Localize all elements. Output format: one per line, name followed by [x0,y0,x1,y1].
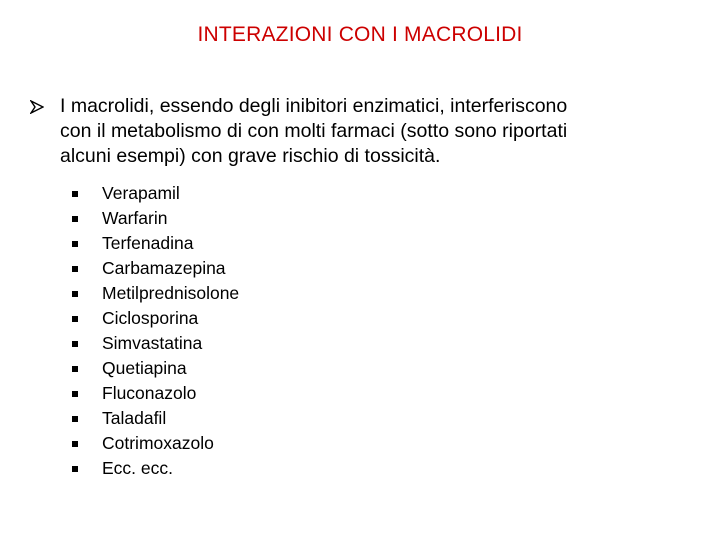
drug-name: Ciclosporina [102,308,199,328]
main-bullet-line: I macrolidi, essendo degli inibitori enzimatici, interferiscono [60,95,568,117]
drug-name: Fluconazolo [102,383,197,403]
drug-name: Verapamil [102,183,180,203]
drug-list-item [70,381,239,406]
drug-list-item [70,281,239,306]
drug-list-item [70,356,239,381]
drug-list-item [70,456,239,481]
drug-name: Cotrimoxazolo [102,433,214,453]
drug-name: Ecc. ecc. [102,458,173,478]
drug-name: Quetiapina [102,358,187,378]
drug-name: Carbamazepina [102,258,226,278]
square-bullet-icon [70,191,102,197]
drug-list-item [70,331,239,356]
drug-list-item [70,406,239,431]
square-bullet-icon [70,466,102,472]
square-bullet-icon [70,441,102,447]
drug-name: Terfenadina [102,233,194,253]
main-bullet-text [60,94,680,169]
square-bullet-icon [70,391,102,397]
main-bullet-line: alcuni esempi) con grave rischio di tossicità. [60,145,441,167]
main-bullet-line: con il metabolismo di con molti farmaci (sotto sono riportati [60,120,568,142]
square-bullet-icon [70,266,102,272]
drug-list-item [70,231,239,256]
drug-list-item [70,206,239,231]
drug-name: Simvastatina [102,333,203,353]
arrow-bullet-icon [30,94,60,114]
drug-list-item [70,256,239,281]
slide-title: INTERAZIONI CON I MACROLIDI [197,23,523,46]
square-bullet-icon [70,291,102,297]
square-bullet-icon [70,241,102,247]
drug-list-item [70,431,239,456]
square-bullet-icon [70,341,102,347]
square-bullet-icon [70,416,102,422]
drug-list [70,181,239,481]
drug-name: Taladafil [102,408,167,428]
square-bullet-icon [70,216,102,222]
drug-list-item [70,306,239,331]
main-bullet [30,94,690,169]
drug-name: Warfarin [102,208,168,228]
square-bullet-icon [70,366,102,372]
drug-list-item [70,181,239,206]
drug-name: Metilprednisolone [102,283,240,303]
square-bullet-icon [70,316,102,322]
